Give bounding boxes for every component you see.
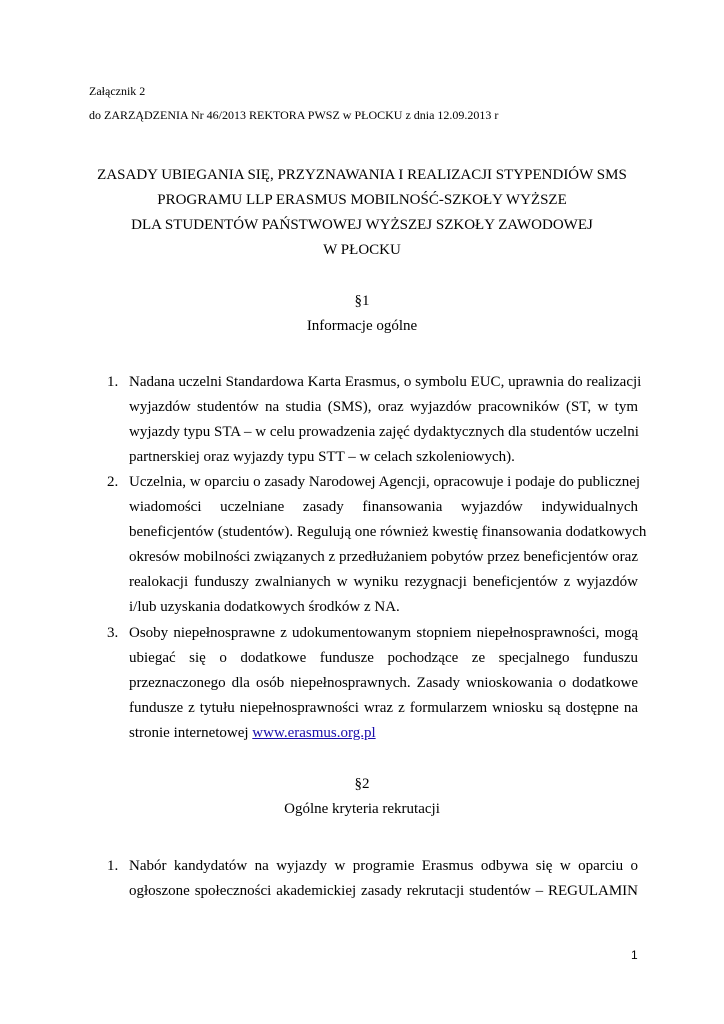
document-title-line-1: ZASADY UBIEGANIA SIĘ, PRZYZNAWANIA I REALIZACJI STYPENDIÓW SMS [97,167,627,183]
section-1-heading: Informacje ogólne [306,318,418,334]
paragraph-line: partnerskiej oraz wyjazdy typu STT – w celach szkoleniowych). [129,449,515,465]
list-item-number: 3. [107,625,119,641]
paragraph-line: Uczelnia, w oparciu o zasady Narodowej Agencji, opracowuje i podaje do publicznej [129,474,641,490]
section-1-symbol: §1 [354,293,370,309]
list-item-number: 2. [107,474,119,490]
attachment-label: Załącznik 2 [89,84,146,98]
paragraph-line: Nabór kandydatów na wyjazdy w programie Erasmus odbywa się w oparciu o [129,858,638,874]
paragraph-line: przeznaczonego dla osób niepełnosprawnych. Zasady wnioskowania o dodatkowe [129,675,638,691]
section-2-heading: Ogólne kryteria rekrutacji [284,801,440,817]
paragraph-line: wiadomości uczelniane zasady finansowania wyjazdów indywidualnych [129,499,638,515]
paragraph-line [129,724,638,742]
paragraph-line: i/lub uzyskania dodatkowych środków z NA. [129,599,400,615]
erasmus-website-link[interactable]: www.erasmus.org.pl [252,725,376,741]
list-item-number: 1. [107,374,119,390]
paragraph-line: fundusze z tytułu niepełnosprawności wraz z formularzem wniosku są dostępne na [129,700,638,716]
page-number: 1 [631,948,638,962]
document-title-line-2: PROGRAMU LLP ERASMUS MOBILNOŚĆ-SZKOŁY WYŻSZE [157,192,567,208]
paragraph-line: ogłoszone społeczności akademickiej zasady rekrutacji studentów – REGULAMIN [129,883,638,899]
paragraph-line: ubiegać się o dodatkowe fundusze pochodzące ze specjalnego funduszu [129,650,638,666]
paragraph-line: beneficjentów (studentów). Regulują one również kwestię finansowania dodatkowych [129,524,647,540]
regulation-reference: do ZARZĄDZENIA Nr 46/2013 REKTORA PWSZ w PŁOCKU z dnia 12.09.2013 r [89,108,499,122]
document-title-line-4: W PŁOCKU [323,242,401,258]
list-item-number: 1. [107,858,119,874]
paragraph-text: stronie internetowej [129,725,253,741]
document-title-line-3: DLA STUDENTÓW PAŃSTWOWEJ WYŻSZEJ SZKOŁY ZAWODOWEJ [131,217,593,233]
paragraph-line: Osoby niepełnosprawne z udokumentowanym stopniem niepełnosprawności, mogą [129,625,638,641]
paragraph-line: realokacji funduszy zwalnianych w wyniku rezygnacji beneficjentów z wyjazdów [129,574,638,590]
paragraph-line: wyjazdy typu STA – w celu prowadzenia zajęć dydaktycznych dla studentów uczelni [129,424,639,440]
section-2-symbol: §2 [354,776,370,792]
paragraph-line: okresów mobilności związanych z przedłużaniem pobytów przez beneficjentów oraz [129,549,638,565]
paragraph-line: Nadana uczelni Standardowa Karta Erasmus, o symbolu EUC, uprawnia do realizacji [129,374,642,390]
paragraph-line: wyjazdów studentów na studia (SMS), oraz wyjazdów pracowników (ST, w tym [129,399,638,415]
